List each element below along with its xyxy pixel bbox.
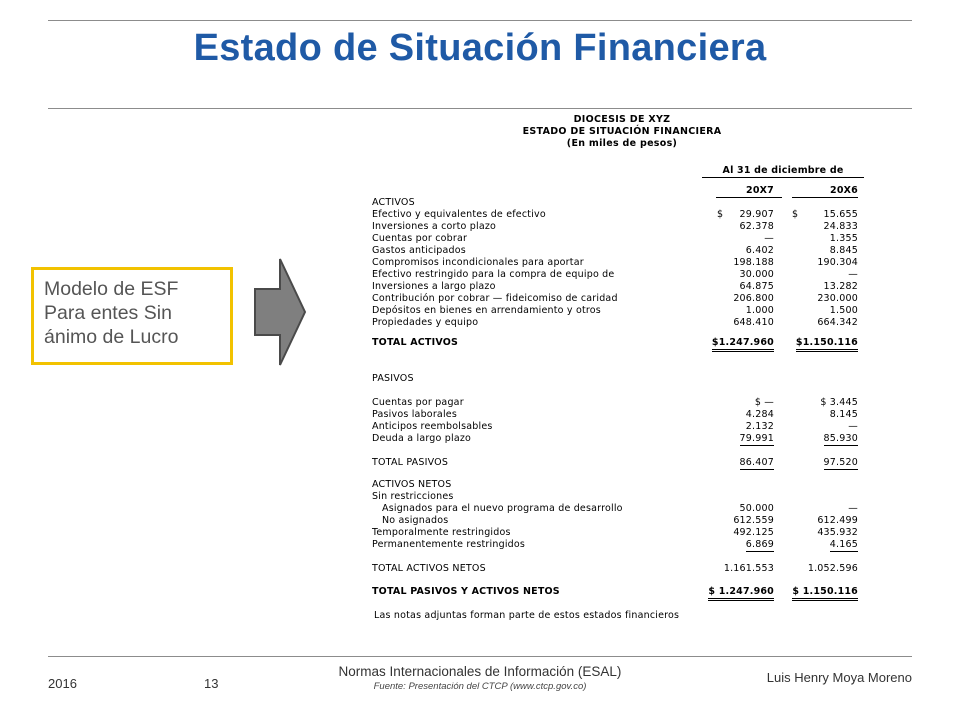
value-20x7: 79.991 <box>739 433 774 444</box>
statement-title: ESTADO DE SITUACIÓN FINANCIERA <box>522 126 722 137</box>
total-assets-row <box>370 337 866 349</box>
model-line-1: Modelo de ESF <box>44 278 179 300</box>
value-20x6: — <box>848 503 858 514</box>
row-label: TOTAL PASIVOS Y ACTIVOS NETOS <box>372 586 560 597</box>
value-20x6: 8.845 <box>829 245 858 256</box>
value-20x7: — <box>764 233 774 244</box>
currency-sign: $ <box>792 209 799 220</box>
value-20x7: 30.000 <box>739 269 774 280</box>
table-row <box>370 233 866 245</box>
value-20x6: 13.282 <box>823 281 858 292</box>
value-20x6: 1.355 <box>829 233 858 244</box>
table-row <box>370 269 866 281</box>
row-label: Deuda a largo plazo <box>372 433 472 444</box>
row-label: Efectivo y equivalentes de efectivo <box>372 209 546 220</box>
value-20x7: 612.559 <box>733 515 774 526</box>
table-row <box>370 305 866 317</box>
table-row <box>370 257 866 269</box>
value-20x6: 664.342 <box>817 317 858 328</box>
grand-total-row <box>370 586 866 598</box>
table-row <box>370 503 866 515</box>
statement-units: (En miles de pesos) <box>566 138 678 149</box>
value-20x6: 1.500 <box>829 305 858 316</box>
footer-rule <box>48 656 912 657</box>
row-label: TOTAL ACTIVOS <box>372 337 459 348</box>
model-line-3: ánimo de Lucro <box>44 326 179 348</box>
row-label: Gastos anticipados <box>372 245 466 256</box>
value-20x7: 198.188 <box>733 257 774 268</box>
value-20x7: 64.875 <box>739 281 774 292</box>
row-label: TOTAL ACTIVOS NETOS <box>372 563 486 574</box>
value-20x6: 8.145 <box>829 409 858 420</box>
col-20x7: 20X7 <box>746 185 774 196</box>
table-row <box>370 317 866 329</box>
liabilities-title-row <box>370 373 866 385</box>
value-20x7: $ 1.247.960 <box>708 586 774 601</box>
value-20x7: 1.000 <box>745 305 774 316</box>
footer-source: Fuente: Presentación del CTCP (www.ctcp.gov.co) <box>373 681 587 692</box>
row-label: Asignados para el nuevo programa de desarrollo <box>382 503 623 514</box>
row-label: No asignados <box>382 515 449 526</box>
top-rule <box>48 20 912 21</box>
slide-title: Estado de Situación Financiera <box>193 27 767 69</box>
assets-title-row <box>370 197 866 209</box>
value-20x6: 1.052.596 <box>807 563 858 574</box>
table-row <box>370 209 866 221</box>
unrestricted-subtitle: Sin restricciones <box>372 491 454 502</box>
row-label: Temporalmente restringidos <box>372 527 511 538</box>
value-20x7: 2.132 <box>745 421 774 432</box>
value-20x7: 50.000 <box>739 503 774 514</box>
value-20x6: 97.520 <box>823 457 858 468</box>
value-20x6: $ 3.445 <box>820 397 858 408</box>
table-row <box>370 539 866 551</box>
row-label: Cuentas por cobrar <box>372 233 468 244</box>
value-20x6: 435.932 <box>817 527 858 538</box>
row-label: Cuentas por pagar <box>372 397 464 408</box>
value-20x7: 1.161.553 <box>723 563 774 574</box>
currency-sign: $ <box>717 209 724 220</box>
period-underline <box>702 177 864 178</box>
value-20x7: 6.869 <box>745 539 774 550</box>
value-20x6: — <box>848 421 858 432</box>
model-line-2: Para entes Sin <box>44 302 172 324</box>
row-label: Pasivos laborales <box>372 409 457 420</box>
value-20x6: 230.000 <box>817 293 858 304</box>
total-liabilities-row <box>370 457 866 469</box>
footer-title: Normas Internacionales de Información (ESAL) <box>338 664 622 679</box>
model-callout-box <box>31 267 233 365</box>
row-label: Inversiones a corto plazo <box>372 221 497 232</box>
table-row <box>370 221 866 233</box>
value-20x6: $ 1.150.116 <box>792 586 858 601</box>
value-20x6: $1.150.116 <box>796 337 858 352</box>
value-20x7: 4.284 <box>745 409 774 420</box>
table-row <box>370 293 866 305</box>
period-label: Al 31 de diciembre de <box>722 165 844 176</box>
row-label: Permanentemente restringidos <box>372 539 526 550</box>
table-row <box>370 527 866 539</box>
row-label: Propiedades y equipo <box>372 317 479 328</box>
value-20x7: 206.800 <box>733 293 774 304</box>
table-row <box>370 421 866 433</box>
value-20x7: 648.410 <box>733 317 774 328</box>
value-20x6: 190.304 <box>817 257 858 268</box>
right-arrow-icon <box>252 256 308 368</box>
row-label: TOTAL PASIVOS <box>372 457 449 468</box>
value-20x6: 612.499 <box>817 515 858 526</box>
statement-notes: Las notas adjuntas forman parte de estos estados financieros <box>374 610 680 621</box>
title-rule <box>48 108 912 109</box>
footer-year: 2016 <box>48 676 77 691</box>
value-20x6: — <box>848 269 858 280</box>
unrestricted-row <box>370 491 866 503</box>
row-label: Inversiones a largo plazo <box>372 281 496 292</box>
row-label: Contribución por cobrar — fideicomiso de caridad <box>372 293 618 304</box>
table-row <box>370 515 866 527</box>
value-20x6: 24.833 <box>823 221 858 232</box>
row-label: Compromisos incondicionales para aportar <box>372 257 584 268</box>
page-number: 13 <box>204 676 219 691</box>
assets-title: ACTIVOS <box>372 197 415 208</box>
total-net-assets-row <box>370 563 866 575</box>
footer-author: Luis Henry Moya Moreno <box>766 670 912 685</box>
row-label: Efectivo restringido para la compra de equipo de <box>372 269 615 280</box>
liabilities-title: PASIVOS <box>372 373 414 384</box>
table-row <box>370 433 866 445</box>
column-headers <box>370 185 866 197</box>
table-row <box>370 245 866 257</box>
period-header <box>370 165 866 177</box>
value-20x7: 492.125 <box>733 527 774 538</box>
net-assets-title: ACTIVOS NETOS <box>372 479 452 490</box>
statement-entity: DIOCESIS DE XYZ <box>573 114 671 125</box>
value-20x7: 86.407 <box>739 457 774 468</box>
value-20x7: 29.907 <box>739 209 774 220</box>
value-20x7: $1.247.960 <box>712 337 774 352</box>
value-20x7: 6.402 <box>745 245 774 256</box>
value-20x7: $ — <box>754 397 774 408</box>
value-20x6: 85.930 <box>823 433 858 444</box>
row-label: Anticipos reembolsables <box>372 421 493 432</box>
col-20x6: 20X6 <box>830 185 858 196</box>
value-20x6: 15.655 <box>823 209 858 220</box>
net-assets-title-row <box>370 479 866 491</box>
value-20x7: 62.378 <box>739 221 774 232</box>
table-row <box>370 409 866 421</box>
row-label: Depósitos en bienes en arrendamiento y otros <box>372 305 601 316</box>
table-row <box>370 397 866 409</box>
value-20x6: 4.165 <box>829 539 858 550</box>
table-row <box>370 281 866 293</box>
